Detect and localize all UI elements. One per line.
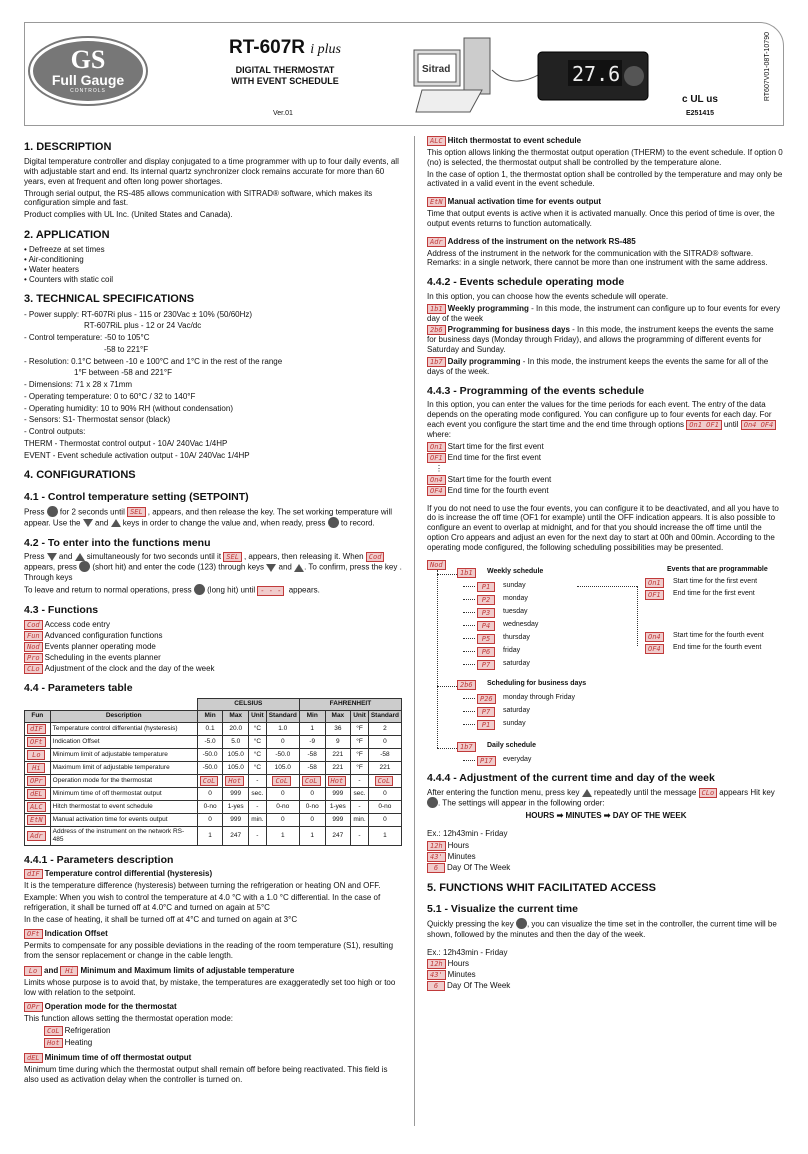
section-4-2-title: 4.2 - To enter into the functions menu: [24, 536, 211, 549]
table-cell: 105.0: [223, 761, 249, 774]
section-4-3-title: 4.3 - Functions: [24, 604, 99, 617]
list-item: 12h Hours: [427, 841, 785, 851]
logo-brand: Full Gauge: [51, 71, 125, 88]
table-cell: 247: [223, 826, 249, 845]
spec-line: - Control temperature: -50 to 105°C: [24, 333, 150, 343]
day-label: sunday: [503, 720, 526, 728]
table-header: Unit: [249, 710, 267, 722]
logo-sub: CONTROLS: [70, 87, 106, 94]
list-item: 43' Minutes: [427, 970, 785, 980]
day-code: P26: [477, 694, 496, 704]
table-cell: OFt: [25, 735, 51, 748]
title-block: [210, 36, 360, 87]
table-cell: °C: [249, 735, 267, 748]
table-cell: sec.: [249, 787, 267, 800]
event-code: OF4: [645, 644, 664, 654]
table-cell: 999: [223, 813, 249, 826]
list-item: Cod Access code entry: [24, 620, 402, 630]
set-key-icon: [427, 797, 438, 808]
param-text: In the case of heating, it shall be turned off at 4°C and turned on again at 3°C: [24, 914, 298, 924]
set-key-icon: [79, 561, 90, 572]
table-header: Unit: [351, 710, 369, 722]
left-column: [24, 132, 402, 1087]
day-code: P17: [477, 756, 496, 766]
functions-list: [24, 620, 402, 674]
table-cell: °C: [249, 722, 267, 735]
day-code: P7: [477, 660, 495, 670]
table-cell: -: [249, 774, 267, 787]
table-cell: -58: [368, 748, 401, 761]
table-cell: dEL: [25, 787, 51, 800]
table-cell: Temperature control differential (hysteresis): [50, 722, 197, 735]
table-cell: CoL: [368, 774, 401, 787]
spec-line: EVENT - Event schedule activation output - 10A/ 240Vac 1/4HP: [24, 450, 250, 460]
lcd-cod: Cod: [366, 552, 385, 562]
right-column: ALC Hitch thermostat to event schedule This option allows linking the thermostat output operation (THERM) to the event schedule. If option 0 (no) is selected, the thermostat output shall be controlled by the temperature alone. In the case of option 1, the thermostat option shall be controlled by the temperature and may only be activated in a valid event in the event schedule. EtN Manual activation time for events output Time that output events is active when it is activated manually. Once this period of time is over, the output events returns to function automatically. Adr Address of the instrument on the network RS-485 Address of the instrument in the network for the communication with the SITRAD® software. Remarks: in a single network, there cannot be more than one instrument with the same address. 4.4.2 - Events schedule operating mode In this option, you can choose how the events schedule will operate. 1b1 Weekly programming - In this mode, the instrument can configure up to four events for every day of the week 2b6 Programming for business days - In this mode, the instrument keeps the events the same for business days (Monday through Friday), and allows the programming of different events for Saturday and Sunday. 1b7 Daily programming - In this mode, the instrument keeps the events the same for all of the days of the week. 4.4.3 - Programming of the events schedule In this option, you can enter the values for the time periods for each event. The entry of the data depends on the operating mode configured. You can configure up to four events for each day. For each event you configure the start time and the end time through options On1 OF1 until On4 OF4where: On1 Start time for the first event OF1 End time for the first event ⋮ On4 Start time for the fourth event OF4 End time for the fourth event If you do not need to use the four events, you can configure it to be deactivated, and all you have to do is increase the off time (OF1 for example) until the OFF indication appears. It is also possible to configure an event to overlap at midnight, and for that you should increase the off time until the option Cro appears and adjust an even for the next day to start at 00h and 00min. According to the operating mode configured, the following scheduling possibilities may be presented. Nod 1b1 Weekly schedule Events that are programmable P1 sunday P2 monday P3 tuesday P4 wednesday P5 thursday P6 friday P7 saturday 2b6 Scheduling for business days P26 monday through Friday P7 saturday P1 sunday 1b7 Daily schedule P17 everyday On1 Start time for the first event OF1 End time for the first event On4 Start time for the fourth event OF4 End time for the fourth event 4.4.4 - Adjustment of the current time and day of the week After entering the function menu, press key repeatedly until the message CLo appears Hit key . The settings will appear in the following order: HOURS ➡ MINUTES ➡ DAY OF THE WEEK Ex.: 12h43min - Friday 12h Hours 43' Minutes 6 Day Of The Week 5. FUNCTIONS WHIT FACILITATED ACCESS 5.1 - Visualize the current time Quickly pressing the key , you can visualize the time set in the controller, the current time will be shown, followed by the minutes and then the day of the week. Ex.: 12h43min - Friday 12h Hours 43' Minutes 6 Day Of The Week: [427, 136, 785, 992]
param-lohi: Lo and Hi Minimum and Maximum limits of adjustable temperature: [24, 966, 402, 976]
table-row: [25, 722, 402, 735]
spec-line: - Operating humidity: 10 to 90% RH (without condensation): [24, 403, 233, 413]
param-opr: OPr Operation mode for the thermostat: [24, 1002, 402, 1012]
table-cell: -: [249, 800, 267, 813]
day-code: P4: [477, 621, 495, 631]
day-label: monday through Friday: [503, 694, 575, 702]
table-cell: OPr: [25, 774, 51, 787]
table-cell: -9: [299, 735, 325, 748]
table-cell: °C: [249, 761, 267, 774]
list-item: On1 Start time for the first event: [427, 442, 785, 452]
param-adr: Adr Address of the instrument on the network RS-485: [427, 237, 785, 247]
table-cell: Hot: [223, 774, 249, 787]
table-cell: 221: [325, 761, 351, 774]
cert-number: E251415: [686, 110, 715, 117]
table-cell: 0: [368, 787, 401, 800]
list-item: OF1 End time for the first event: [427, 453, 785, 463]
table-cell: 0: [197, 787, 223, 800]
example-rows: [427, 959, 785, 991]
section-4-4-3-title: 4.4.3 - Programming of the events schedule: [427, 384, 645, 397]
table-cell: Hot: [325, 774, 351, 787]
table-header: Min: [299, 710, 325, 722]
s443-text-2: If you do not need to use the four events, you can configure it to be deactivated, and all you have to do is increase the off time (OF1 for example) until the OFF indication appears. It is also possible to configure an event to overlap at midnight, and for that you should increase the off time until the option Cro appears and adjust an even for the next day to start at 00h and 00min. According to the operating mode configured, the following scheduling possibilities may be presented.: [427, 503, 779, 552]
subtitle-2: WITH EVENT SCHEDULE: [231, 76, 339, 87]
day-label: saturday: [503, 660, 530, 668]
table-cell: Lo: [25, 748, 51, 761]
table-cell: 1-yes: [223, 800, 249, 813]
param-del: dEL Minimum time of off thermostat output: [24, 1053, 402, 1063]
param-text: This function allows setting the thermostat operation mode:: [24, 1014, 233, 1024]
day-label: thursday: [503, 634, 530, 642]
day-code: P1: [477, 582, 495, 592]
param-text: Time that output events is active when it is activated manually. Once this period of time is over, the output events returns to function automatically.: [427, 209, 775, 228]
table-cell: 0: [368, 813, 401, 826]
table-cell: min.: [249, 813, 267, 826]
param-text: Limits whose purpose is to avoid that, by mistake, the temperatures are exaggeratedly set too high or too low with relation to the setpoint.: [24, 977, 396, 997]
table-cell: Manual activation time for events output: [50, 813, 197, 826]
table-cell: -: [351, 826, 369, 845]
param-text: Address of the instrument in the network for the communication with the SITRAD® software. Remarks: in a single network, there cannot be more than one instrument with the same address.: [427, 248, 768, 268]
list-item: Nod Events planner operating mode: [24, 642, 402, 652]
section-4-title: 4. CONFIGURATIONS: [24, 469, 136, 482]
logo-mark: GS: [70, 44, 106, 74]
table-cell: Maximum limit of adjustable temperature: [50, 761, 197, 774]
param-text: Permits to compensate for any possible deviations in the reading of the room temperature (S1), resulting from the sensor replacement or change in the cable length.: [24, 941, 394, 961]
table-cell: 1: [299, 722, 325, 735]
table-cell: 1.0: [266, 722, 299, 735]
up-key-icon: [294, 564, 304, 572]
spec-line: - Power supply: RT-607Ri plus - 115 or 230Vac ± 10% (50/60Hz): [24, 309, 253, 319]
section-5-title: 5. FUNCTIONS WHIT FACILITATED ACCESS: [427, 881, 656, 894]
table-cell: 0: [368, 735, 401, 748]
list-item: • Air-conditioning: [24, 255, 84, 265]
s51-text: Quickly pressing the key , you can visualize the time set in the controller, the current time will be shown, followed by the minutes and then the day of the week.: [427, 919, 777, 939]
example-label: Ex.: 12h43min - Friday: [427, 947, 508, 957]
table-cell: min.: [351, 813, 369, 826]
table-cell: °F: [351, 761, 369, 774]
table-cell: 0: [266, 813, 299, 826]
param-text: This option allows linking the thermostat output operation (THERM) to the event schedule. If option 0 (no) is selected, the thermostat output shall be controlled by the temperature alone.: [427, 148, 783, 167]
table-cell: 999: [325, 813, 351, 826]
table-cell: -50.0: [197, 748, 223, 761]
spec-line: RT-607RiL plus - 12 or 24 Vac/dc: [84, 321, 202, 331]
list-item: OF4 End time for the fourth event: [427, 486, 785, 496]
table-cell: 1: [266, 826, 299, 845]
up-key-icon: [582, 789, 592, 797]
order-line: HOURS ➡ MINUTES ➡ DAY OF THE WEEK: [525, 811, 687, 821]
section-3-title: 3. TECHNICAL SPECIFICATIONS: [24, 293, 195, 306]
set-key-icon: [47, 506, 58, 517]
table-header: Description: [50, 710, 197, 722]
param-oft: OFt Indication Offset: [24, 929, 402, 939]
table-cell: CoL: [266, 774, 299, 787]
s42-text-2: To leave and return to normal operations, press (long hit) until - - - appears.: [24, 585, 320, 595]
table-cell: 0-no: [197, 800, 223, 813]
day-code: P2: [477, 595, 495, 605]
table-cell: -50.0: [197, 761, 223, 774]
example-rows: [427, 841, 785, 873]
table-row: [25, 735, 402, 748]
application-list: [24, 245, 402, 284]
table-cell: sec.: [351, 787, 369, 800]
event-code: OF1: [645, 590, 664, 600]
table-cell: -50.0: [266, 748, 299, 761]
day-label: friday: [503, 647, 521, 655]
section-4-4-title: 4.4 - Parameters table: [24, 682, 133, 695]
list-item: On4 Start time for the fourth event: [427, 475, 785, 485]
table-cell: 221: [325, 748, 351, 761]
table-row: [25, 787, 402, 800]
s1-p2: Through serial output, the RS-485 allows communication with SITRAD® software, which makes its configuration simple and fast.: [24, 188, 373, 208]
table-cell: CoL: [197, 774, 223, 787]
ul-mark: c UL us: [682, 94, 718, 105]
s42-text: Press and simultaneously for two seconds until it SEL , appears, then releasing it. When Codappears, press (short hit) and enter the code (123) through keys and . To confirm, press the key . Through keys: [24, 552, 402, 583]
table-cell: 0.1: [197, 722, 223, 735]
event-code: On4: [645, 632, 664, 642]
spec-line: - Resolution: 0.1°C between -10 e 100°C and 1°C in the rest of the range: [24, 356, 283, 366]
table-cell: -: [249, 826, 267, 845]
table-cell: 999: [325, 787, 351, 800]
table-header: Standard: [368, 710, 401, 722]
table-cell: 247: [325, 826, 351, 845]
param-etn: EtN Manual activation time for events output: [427, 197, 785, 207]
lcd-sel: SEL: [223, 552, 242, 562]
table-cell: dIF: [25, 722, 51, 735]
event-label: Start time for the first event: [673, 578, 758, 586]
table-header: Min: [197, 710, 223, 722]
schedule-diagram: Nod 1b1 Weekly schedule Events that are programmable P1 sunday P2 monday P3 tuesday P4 wednesday P5 thursday P6 friday P7 saturday 2b6 Scheduling for business days P26 monday through Friday P7 saturday P1 sunday 1b7 Daily schedule P17 everyday On1 Start time for the first event OF1 End time for the first event On4 Start time for the fourth event OF4 End time for the fourth event: [427, 560, 785, 764]
table-row: [25, 761, 402, 774]
table-cell: °F: [351, 748, 369, 761]
spec-line: - Sensors: S1- Thermostat sensor (black): [24, 415, 171, 425]
table-cell: 20.0: [223, 722, 249, 735]
day-label: wednesday: [503, 621, 539, 629]
list-item: • Water heaters: [24, 264, 79, 274]
table-cell: -5.0: [197, 735, 223, 748]
list-item: Pro Scheduling in the events planner: [24, 653, 402, 663]
lcd-sel: SEL: [127, 507, 146, 517]
table-cell: 36: [325, 722, 351, 735]
table-cell: Indication Offset: [50, 735, 197, 748]
subtitle-1: DIGITAL THERMOSTAT: [235, 65, 335, 76]
table-cell: 0: [197, 813, 223, 826]
table-cell: 221: [368, 761, 401, 774]
spec-line: 1°F between -58 and 221°F: [74, 368, 173, 378]
sitrad-label: Sitrad: [422, 64, 451, 75]
day-label: sunday: [503, 582, 526, 590]
up-key-icon: [111, 519, 121, 527]
param-dif: dIF Temperature control differential (hysteresis): [24, 869, 402, 879]
down-key-icon: [83, 519, 93, 527]
table-cell: 5.0: [223, 735, 249, 748]
section-4-4-4-title: 4.4.4 - Adjustment of the current time and day of the week: [427, 772, 715, 785]
table-cell: 1: [197, 826, 223, 845]
table-cell: CoL: [299, 774, 325, 787]
section-4-1-title: 4.1 - Control temperature setting (SETPOINT): [24, 490, 249, 503]
side-code: RT607V01-08T-10790: [764, 32, 771, 102]
param-alc: ALC Hitch thermostat to event schedule: [427, 136, 785, 146]
day-label: tuesday: [503, 608, 528, 616]
table-row: [25, 748, 402, 761]
table-cell: -: [351, 774, 369, 787]
table-cell: 0-no: [368, 800, 401, 813]
opr-hot: Hot Heating: [24, 1038, 402, 1048]
set-key-icon: [516, 918, 527, 929]
day-code: P6: [477, 647, 495, 657]
table-cell: 0: [299, 787, 325, 800]
table-row: [25, 826, 402, 845]
s444-text: After entering the function menu, press key repeatedly until the message CLo appears Hit key . The settings will appear in the following order:: [427, 788, 775, 808]
param-text: In the case of option 1, the thermostat option shall be controlled by the temperature and may only be activated in a valid event in the event schedule.: [427, 169, 783, 189]
s1-p3: Product complies with UL Inc. (United States and Canada).: [24, 210, 233, 220]
table-row: [25, 800, 402, 813]
section-2-title: 2. APPLICATION: [24, 228, 110, 241]
list-item: CLo Adjustment of the clock and the day of the week: [24, 664, 402, 674]
display-value: 27.6: [572, 62, 621, 86]
table-cell: °F: [351, 735, 369, 748]
down-key-icon: [266, 564, 276, 572]
table-cell: 1: [368, 826, 401, 845]
day-code: P5: [477, 634, 495, 644]
lcd-dash: - - -: [257, 586, 284, 596]
day-label: saturday: [503, 707, 530, 715]
model-title: RT-607R i plus: [228, 37, 342, 58]
list-item: 43' Minutes: [427, 852, 785, 862]
param-text: Example: When you wish to control the temperature at 4.0 °C with a 1.0 °C differential. In the case of refrigeration, it shall be turned off at 4.0°C and turned on again at 5°C: [24, 893, 381, 912]
day-code: P7: [477, 707, 495, 717]
table-cell: 0-no: [266, 800, 299, 813]
s443-text: In this option, you can enter the values for the time periods for each event. The entry of the data depends on the operating mode configured. You can configure up to four events for each day. For each event you configure the start time and the end time through options On1 OF1 until On4 OF4where:: [427, 400, 785, 439]
table-cell: 105.0: [266, 761, 299, 774]
section-4-4-1-title: 4.4.1 - Parameters description: [24, 853, 174, 866]
event-label: End time for the fourth event: [673, 644, 762, 652]
table-header: Standard: [266, 710, 299, 722]
spec-line: - Control outputs:: [24, 427, 86, 437]
spec-line: -58 to 221°F: [104, 344, 149, 354]
table-cell: °C: [249, 748, 267, 761]
table-header: Max: [223, 710, 249, 722]
table-row: [25, 813, 402, 826]
mode-item: 2b6 Programming for business days - In this mode, the instrument keeps the events the same for business days (Monday through Friday), and allows the programming of different events for Saturday and Sunday.: [427, 325, 774, 355]
list-item: 6 Day Of The Week: [427, 863, 785, 873]
parameters-table: CELSIUS FAHRENHEIT Fun Description Min Max Unit Standard Min Max Unit Standard dIF Temperature control differential (hysteresis) 0.1 20.0 °C 1.0 1 36 °F 2 OFt Indication Offset -5.0 5.0 °C 0 -9 9 °F 0 Lo Minimum limit of adjustable temperature -50.0 105.0 °C -50.0 -58 221 °F -58 Hi Maximum limit of adjustable temperature -50.0 105.0 °C 105.0 -58 221 °F 221 OPr Operation mode for the thermostat CoL Hot - CoL CoL Hot - CoL dEL Minimum time of off thermostat output 0 999 sec. 0 0 999 sec. 0 ALC Hitch thermostat to event schedule 0-no 1-yes - 0-no 0-no 1-yes - 0-no EtN Manual activation time for events output 0 999 min. 0 0 999 min. 0 Adr Address of the instrument on the network RS-485 1 247 - 1 1 247 - 1: [24, 698, 402, 846]
table-cell: 1-yes: [325, 800, 351, 813]
param-text: Minimum time during which the thermostat output shall remain off before being reactivated. This field is also used as activation delay when the controller is turned on.: [24, 1065, 388, 1084]
table-row: [25, 774, 402, 787]
section-5-1-title: 5.1 - Visualize the current time: [427, 903, 578, 916]
table-cell: °F: [351, 722, 369, 735]
event-label: Start time for the fourth event: [673, 632, 764, 640]
table-cell: -58: [299, 761, 325, 774]
s442-text: In this option, you can choose how the events schedule will operate.: [427, 291, 669, 301]
day-label: monday: [503, 595, 528, 603]
section-1-title: 1. DESCRIPTION: [24, 141, 112, 153]
table-cell: 0: [266, 787, 299, 800]
table-cell: Address of the instrument on the network RS-485: [50, 826, 197, 845]
table-cell: Adr: [25, 826, 51, 845]
list-item: • Defreeze at set times: [24, 245, 105, 255]
up-key-icon: [75, 553, 85, 561]
day-code: P1: [477, 720, 495, 730]
section-4-4-2-title: 4.4.2 - Events schedule operating mode: [427, 276, 625, 288]
event-code: On1: [645, 578, 664, 588]
table-cell: Operation mode for the thermostat: [50, 774, 197, 787]
spec-line: - Dimensions: 71 x 28 x 71mm: [24, 380, 133, 390]
version-label: Ver.01: [273, 110, 293, 117]
spec-line: THERM - Thermostat control output - 10A/ 240Vac 1/4HP: [24, 438, 228, 448]
day-code: P3: [477, 608, 495, 618]
table-cell: 1: [299, 826, 325, 845]
event-label: End time for the first event: [673, 590, 755, 598]
list-item: 12h Hours: [427, 959, 785, 969]
table-cell: 0: [266, 735, 299, 748]
column-divider: [414, 136, 415, 1126]
table-cell: -: [351, 800, 369, 813]
s41-text: Press for 2 seconds until SEL , appears, and then release the key. The set working temperature will appear. Use the and keys in order to change the value and, when ready, press to record.: [24, 507, 393, 528]
mode-item: 1b1 Weekly programming - In this mode, the instrument can configure up to four events for every day of the week: [427, 303, 781, 323]
table-cell: 0: [299, 813, 325, 826]
table-cell: Minimum limit of adjustable temperature: [50, 748, 197, 761]
table-cell: 2: [368, 722, 401, 735]
list-item: 6 Day Of The Week: [427, 981, 785, 991]
down-key-icon: [47, 553, 57, 561]
table-cell: Minimum time of off thermostat output: [50, 787, 197, 800]
table-cell: Hitch thermostat to event schedule: [50, 800, 197, 813]
set-key-icon: [328, 517, 339, 528]
full-gauge-logo: [30, 38, 146, 104]
example-label: Ex.: 12h43min - Friday: [427, 828, 508, 838]
opr-col: CoL Refrigeration: [24, 1026, 402, 1036]
s1-p1: Digital temperature controller and display conjugated to a time programmer with up to four daily events, all with adjustable start and end. Its internal quartz synchronizer clock remains accurate for more than 60 years, even at frequent and often long power shortages.: [24, 157, 399, 186]
table-cell: 0-no: [299, 800, 325, 813]
table-cell: 999: [223, 787, 249, 800]
day-label: everyday: [503, 756, 532, 764]
param-text: It is the temperature difference (hysteresis) between turning the refrigeration or heating ON and OFF.: [24, 881, 381, 891]
table-cell: 9: [325, 735, 351, 748]
table-cell: Hi: [25, 761, 51, 774]
table-cell: 105.0: [223, 748, 249, 761]
list-item: Fun Advanced configuration functions: [24, 631, 402, 641]
table-cell: -58: [299, 748, 325, 761]
mode-item: 1b7 Daily programming - In this mode, the instrument keeps the events the same for all of the days of the week.: [427, 356, 769, 376]
product-illustration: [412, 30, 650, 116]
list-item: • Counters with static coil: [24, 274, 114, 284]
table-header: Max: [325, 710, 351, 722]
spec-line: - Operating temperature: 0 to 60°C / 32 to 140°F: [24, 391, 196, 401]
table-header: Fun: [25, 710, 51, 722]
table-cell: EtN: [25, 813, 51, 826]
set-key-icon: [194, 584, 205, 595]
table-cell: ALC: [25, 800, 51, 813]
